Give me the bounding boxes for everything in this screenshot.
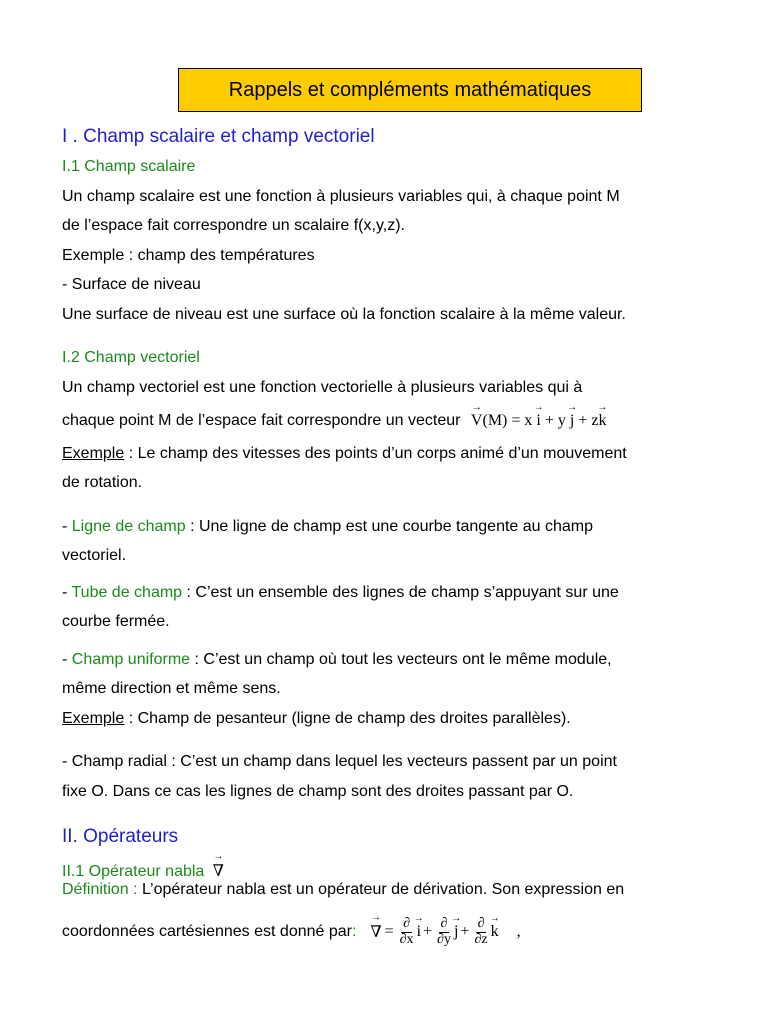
field-tube-text: : C’est un ensemble des lignes de champ s’appuyant sur une: [182, 584, 619, 601]
vector-def-line2: [62, 412, 606, 430]
nabla-heading-text: II.1 Opérateur nabla: [62, 863, 205, 880]
field-line-item: [62, 518, 593, 536]
nabla-symbol: → ∇: [370, 922, 381, 942]
partial-denominator-x: ∂x: [399, 931, 414, 947]
partial-denominator-y: ∂y: [437, 931, 451, 947]
uniform-field-text2: même direction et même sens.: [62, 680, 281, 697]
formula-plus-z: + z: [578, 412, 599, 429]
plus-sign: +: [460, 923, 470, 940]
definition-colon: :: [351, 923, 357, 940]
scalar-def-line1: Un champ scalaire est une fonction à plusieurs variables qui, à chaque point M: [62, 188, 620, 205]
vector-formula: [471, 412, 607, 429]
example-text: : Champ de pesanteur (ligne de champ des droites parallèles).: [124, 710, 571, 727]
equals-sign: =: [384, 923, 394, 940]
nabla-definition-line1: [62, 881, 624, 899]
radial-field-line1: - Champ radial : C’est un champ dans lequel les vecteurs passent par un point: [62, 753, 617, 770]
nabla-icon: → ∇: [213, 861, 224, 881]
unit-vector-k: → k: [491, 923, 499, 941]
scalar-example: Exemple : champ des températures: [62, 247, 315, 264]
formula-m-part: (M) = x: [482, 412, 533, 429]
uniform-field-text: : C’est un champ où tout les vecteurs ont le même module,: [190, 651, 612, 668]
example-label: Exemple: [62, 710, 125, 727]
dash: -: [62, 518, 72, 535]
definition-label: Définition :: [62, 881, 138, 898]
vector-def-text: chaque point M de l’espace fait correspondre un vecteur: [62, 412, 461, 429]
vector-example-line2: de rotation.: [62, 474, 143, 491]
vector-v-symbol: → V: [471, 412, 483, 430]
subsection-1-1-heading: I.1 Champ scalaire: [62, 158, 196, 175]
dash: -: [62, 584, 72, 601]
unit-vector-i: → i: [536, 412, 540, 430]
surface-definition: Une surface de niveau est une surface où la fonction scalaire à la même valeur.: [62, 306, 626, 323]
vector-def-line1: Un champ vectoriel est une fonction vectorielle à plusieurs variables qui à: [62, 379, 583, 396]
nabla-definition-line2: [62, 912, 521, 952]
vector-example-line1: [62, 445, 627, 463]
field-tube-text2: courbe fermée.: [62, 613, 170, 630]
uniform-example: [62, 710, 571, 728]
field-tube-term: Tube de champ: [71, 584, 183, 601]
unit-vector-k: → k: [598, 412, 606, 430]
definition-line2-text: coordonnées cartésiennes est donné par: [62, 923, 352, 940]
field-tube-item: [62, 584, 619, 602]
dash: -: [62, 651, 72, 668]
example-label: Exemple: [62, 445, 125, 462]
subsection-2-1-heading: [62, 861, 224, 881]
title-box: [178, 68, 642, 112]
surface-title: - Surface de niveau: [62, 276, 201, 293]
field-line-text: : Une ligne de champ est une courbe tangente au champ: [185, 518, 594, 535]
radial-field-line2: fixe O. Dans ce cas les lignes de champ sont des droites passant par O.: [62, 783, 574, 800]
subsection-1-2-heading: I.2 Champ vectoriel: [62, 349, 200, 366]
section-2-heading: II. Opérateurs: [62, 826, 179, 847]
plus-sign: +: [423, 923, 433, 940]
formula-plus-y: + y: [544, 412, 566, 429]
scalar-def-line2: de l’espace fait correspondre un scalaire f(x,y,z).: [62, 217, 405, 234]
section-1-heading: I . Champ scalaire et champ vectoriel: [62, 126, 375, 147]
unit-vector-j: → j: [570, 412, 574, 430]
unit-vector-j: → j: [454, 923, 458, 941]
partial-z-fraction: [472, 917, 489, 947]
partial-numerator: ∂: [403, 915, 411, 931]
uniform-field-item: [62, 651, 612, 669]
page-title: Rappels et compléments mathématiques: [228, 78, 592, 101]
definition-text: L’opérateur nabla est un opérateur de dérivation. Son expression en: [137, 881, 625, 898]
partial-denominator-z: ∂z: [474, 931, 488, 947]
unit-vector-i: → i: [417, 923, 421, 941]
nabla-formula: [370, 917, 520, 947]
field-line-term: Ligne de champ: [71, 518, 186, 535]
partial-numerator: ∂: [477, 915, 485, 931]
uniform-field-term: Champ uniforme: [71, 651, 191, 668]
field-line-text2: vectoriel.: [62, 547, 127, 564]
partial-numerator: ∂: [440, 915, 448, 931]
formula-comma: ,: [516, 923, 521, 940]
example-text: : Le champ des vitesses des points d’un corps animé d’un mouvement: [124, 445, 627, 462]
